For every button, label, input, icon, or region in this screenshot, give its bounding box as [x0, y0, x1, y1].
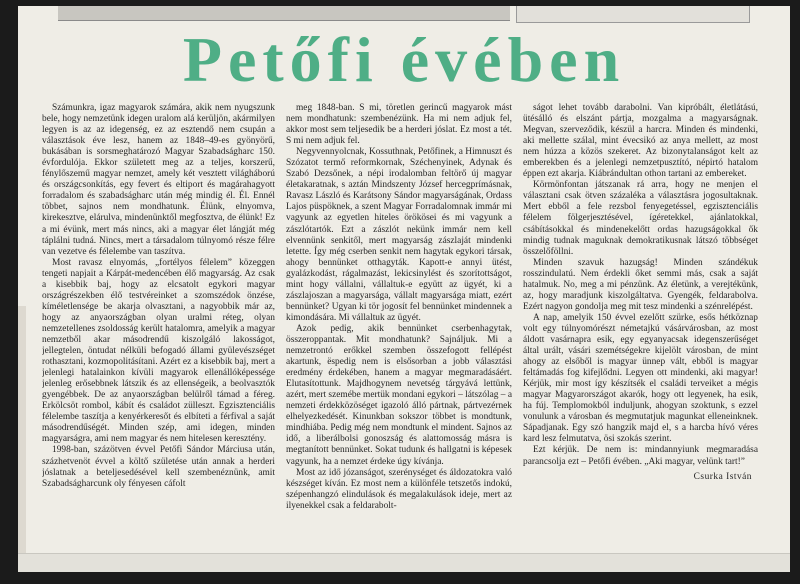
paragraph: Negyvennyolcnak, Kossuthnak, Petőfinek, a Himnuszt és Szózatot termő reformkornak, Széchenyinek, Adynak és Szabó Dezsőnek, a népi irodalomban feltörő új magyar életakaratnak, s aztán Mindszenty József hercegprímásnak, Ravasz László és Karátsony Sándor magyarságának, Ordass Lajos püspöknek, a szent Magyar Forradalomnak immár mi vagyunk az egyetlen hiteles örökösei és mi vagyunk a zászlótartók. Ezt a zászlót nekünk immár nem kell elvennünk senkitől, mert magyarság zászlaját mindenki letette. Így még cserben senkit nem hagytak egykori társak, ahogy bennünket otthagyták. Kapott-e annyi ütést, gyalázkodást, rágalmazást, lekicsinylést és szorítottságot, mint hogy vállalni, vállaltuk-e együtt az ügyét, ki a zászlajoszan a magyarsága, vállalt magyarsága miatt, ezért bennünket? Ugyan ki tör jogosít fel bennünket mindennek a kimondására. Mi vállaltuk az ügyét. [286, 147, 512, 323]
article-body [42, 103, 758, 553]
previous-article-box [516, 6, 750, 23]
paragraph: meg 1848-ban. S mi, töretlen gerincű magyarok mást nem mondhatunk: szembenézünk. Ha mi nem adjuk fel, akkor most sem teljesedik be a herderi jóslat. Ez most a tét. S mi nem adjuk fel. [286, 103, 512, 147]
article-title: Petőfi évében [182, 24, 626, 95]
paragraph: Számunkra, igaz magyarok számára, akik nem nyugszunk bele, hogy nemzetünk idegen uralom alá kerüljön, akármilyen legyen is az az idegenség, ez az esztendő nem csupán a választások éve lesz, hanem az 1848–49-es gyönyörű, bukásában is sorsmeghatározó Magyar Szabadságharc 150. évfordulója. Ekkor született meg az a teljes, korszerű, fénylőszemű magyar nemzet, amely két vesztett világháború és országcsonkítás, egy fevert és eltiport és magárahagyott forradalom és szabadságharc után még mindig él. Él. Ennél többet, sajnos nem mondhatunk. Élünk, elnyomva, kirekesztve, elárulva, mindenünktől megfosztva, de élünk! Ez a mi évünk, mert más nincs, aki a magyar élet lángját még táplálni tudná. Nincs, mert a társadalom túlnyomó része félre van vezetve és félelembe van taszítva. [42, 103, 275, 257]
previous-article-strip [58, 6, 510, 21]
paragraph: Azok pedig, akik bennünket cserbenhagytak, összeroppantak. Mit mondhatunk? Sajnáljuk. Mi a nemzetrontó erőkkel szemben összefogott fellépést akartunk, ëspedig nem is elsősorban a jobb választási eredmény érdekében, hanem a magyar megmaradásáért. Elutasítottunk. Majdhogynem nevetség tárgyává lettünk, azért, mert szemébe mertük mondani egykori – látszólag – a nemzeti érdekközöséget igazoló álló pártnak, pártvezérnek elhelyezkedését. Kinunkban sokszor többet is mondtunk, mindhiába. Pedig még nem mondtunk el mindent. Sajnos az idő, a liberálbolsi gonoszság és alattomosság másra is megtanított bennünket. Sokat tudunk és hallgatni is képesek vagyunk, ha a nemzet érdeke úgy kívánja. [286, 323, 512, 467]
paragraph: A nap, amelyik 150 évvel ezelőtt szürke, esős hétköznap volt egy túlnyomórészt németajkú vásárvárosban, az most áldott vasárnapra esik, egy egyanyacsak idegenszerűséget által urált, vásári szemétségekre kijelölt városban, de mint ahogy az elsőből is magyar ünnep vált, ebből is magyar feltámadás fog kifejlődni. Legyen ott mindenki, aki magyar! Kérjük, mir most így készítsék el családi terveiket a mégis magyar Magyarországot akarók, hogy ott legyenek, ha esik, ha fúj. Templomokból induljunk, ahogyan szoktunk, s ezzel vonulunk a városban és megmutatjuk magunkat elleneinknek. Sápadjanak. Egy szó hangzik majd el, s a harcba hívó véres kard lesz felmutatva, ösi szokás szerint. [523, 312, 758, 445]
paragraph: ságot lehet tovább darabolni. Van kipróbált, életlátású, ütésálló és elszánt pártja, mozgalma a magyarságnak. Megvan, szerveződik, készül a harcra. Minden és mindenki, aki mellette szálal, mint évecsikó az anya mellett, az most nem húzza a közös szekeret. Az bizonytalanságot kelt az emberekben és a jelenlegi nemzetpusztító, népirtó hatalom éppen ezt akarja. Kiábrándultan othon tartani az embereket. [523, 103, 758, 180]
column-2 [286, 103, 512, 553]
paragraph: Minden szavuk hazugság! Minden szándékuk rosszindulatú. Nem érdekli őket semmi más, csak a saját hatalmuk. No, meg a mi pénzünk. Az életünk, a verejtékünk, az, hogy maradjunk kiszolgáltatva. Gyengék, feldarabolva. Ezért nagyon gondolja meg mit tesz mindenki a szénrelépést. [523, 257, 758, 312]
page-fold-edge [18, 306, 26, 572]
column-3 [523, 103, 758, 553]
column-1 [42, 103, 275, 553]
paragraph: Most az idő józanságot, szerénységet és áldozatokra való készséget kíván. Ez most nem a különféle tetszetős indokú, szépenhangzó elindulások és megalakulások ideje, mert az ilyenekkel csak a feldarabolt- [286, 467, 512, 511]
newspaper-page [18, 6, 790, 572]
author-name: Csurka István [693, 471, 752, 482]
paragraph: Körmönfontan játszanak rá arra, hogy ne menjen el választani csak ötven százaléka a választásra jogosultaknak. Mert ebből a fele rezsbol fenyegetéssel, egzisztenciális félelem fölgerjesztésével, ígéretekkel, ajánlatokkal, csábításokkal és mindenekelőtt ordas hazugságokkal ők mindig tudnak maguknak demokratikusnak látszó többséget összelőföllni. [523, 180, 758, 257]
bottom-fold [18, 553, 790, 572]
paragraph: Ezt kérjük. De nem is: mindannyiunk megmaradása parancsolja ezt – Petőfi évében. „Aki magyar, velünk tart!” [523, 445, 758, 467]
author-signature [523, 472, 758, 483]
paragraph: 1998-ban, százötven évvel Petőfi Sándor Márciusa után, százhetvenöt évvel a költő születése után annak a herderi jóslatnak a beteljesedésével kell szembenéznünk, amit Szabadságharcunk oly fényesen cáfolt [42, 445, 275, 489]
paragraph: Most ravasz elnyomás, „fortélyos félelem” közeggen tengeti napjait a Kárpát-medencében élő magyarság. Az csak a kisebbik baj, hogy az elcsatolt egykori magyar országrészekben élő testvéreinket a szomszédok önzése, kíméletlensége be akarja olvasztani, a nagyobbik már az, hogy az anyaországban olyan uralmi réteg, olyan nemzetellenes zsoldosság került hatalomra, amelyik a magyar nemzetből akar másodrendű kiszolgáló lakosságot, jellegtelen, öntudat nélküli befogadó állami gyülevészséget rothasztani, kozmopolitásítani. Azért ez a kisebbik baj, mert a jelenlegi hatalainkon kívüli magyarok ellenállóképessége jelenleg erősebbnek látszik és az ellenségeik, a beolvasztók gyengébbek. De az anyaországban belülről támad a féreg. Erkölcsöt rombol, kábít és családot zülleszt. Egzisztenciális félelembe taszítja a kenyérkeresőt és elbíteti a férfival a saját másodrendűségét. Minden szép, ami idegen, minden magyarságra, ami nem magyar és nem hitelesen keresztény. [42, 257, 275, 445]
